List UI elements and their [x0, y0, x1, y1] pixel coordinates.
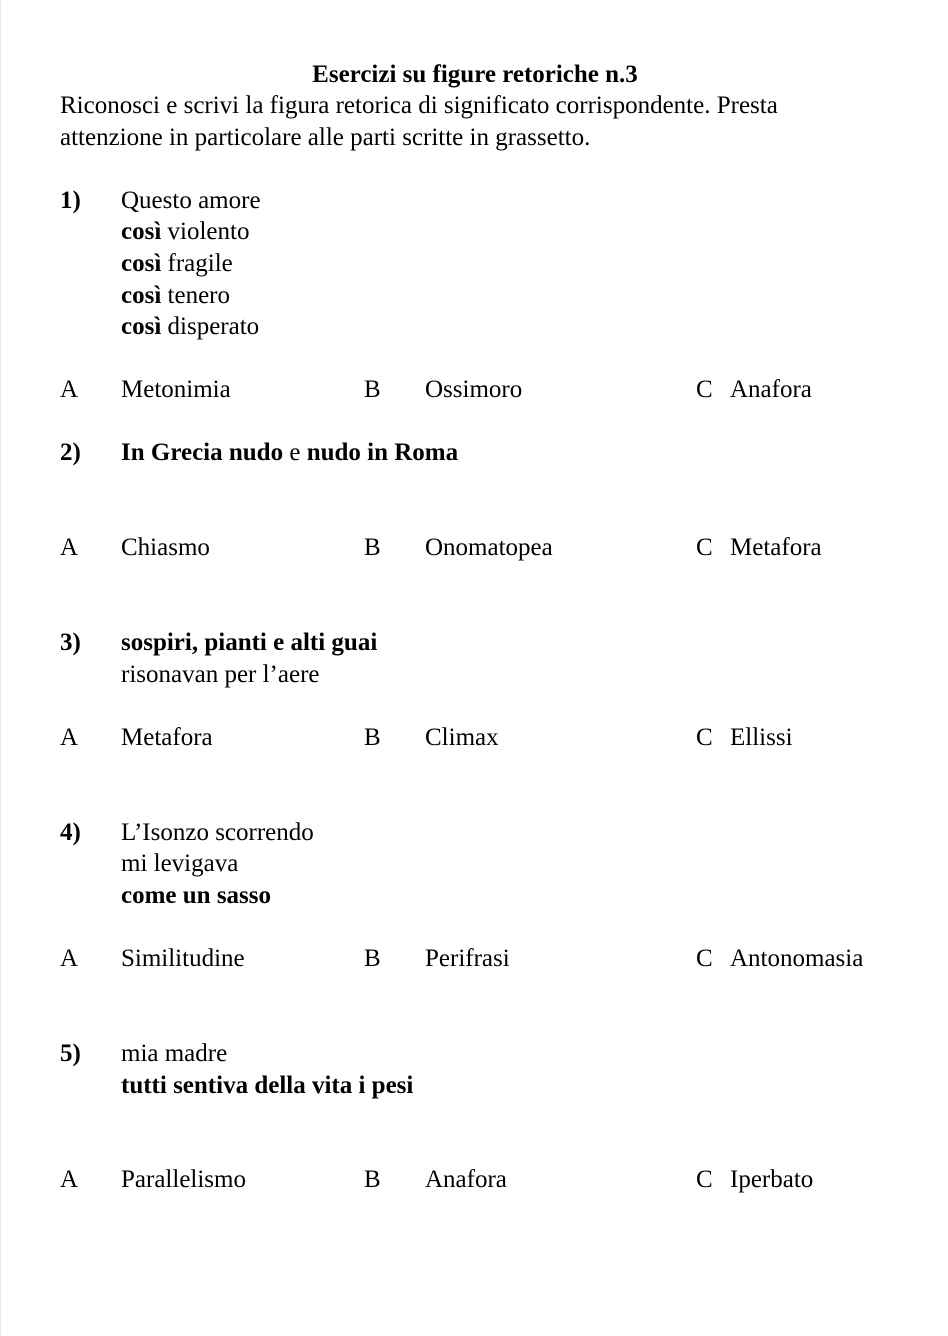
option-letter: C: [696, 376, 713, 403]
exercise-verse-line: [121, 311, 259, 342]
option-label: Perifrasi: [425, 945, 510, 972]
option-label: Metonimia: [121, 376, 231, 403]
option-label: Similitudine: [121, 945, 245, 972]
option-letter: B: [364, 945, 381, 972]
plain-text: mi levigava: [121, 850, 239, 877]
option-label: Chiasmo: [121, 534, 210, 561]
plain-text: tenero: [161, 282, 230, 309]
plain-text: Questo amore: [121, 187, 261, 214]
exercise-verse-line: [121, 659, 320, 690]
option-letter: A: [60, 945, 79, 972]
page-title: Esercizi su figure retoriche n.3: [312, 61, 638, 88]
option-letter: B: [364, 376, 381, 403]
exercise-verse-line: [121, 1070, 413, 1101]
option-letter: C: [696, 945, 713, 972]
plain-text: mia madre: [121, 1040, 228, 1067]
option-label: Metafora: [730, 534, 822, 561]
option-label: Ellissi: [730, 724, 793, 751]
plain-text: e: [283, 439, 307, 466]
bold-text: sospiri, pianti e alti guai: [121, 629, 378, 656]
option-label: Onomatopea: [425, 534, 553, 561]
option-label: Iperbato: [730, 1166, 814, 1193]
option-letter: C: [696, 1166, 713, 1193]
exercise-verse-line: [121, 216, 249, 247]
option-letter: C: [696, 534, 713, 561]
option-label: Ossimoro: [425, 376, 523, 403]
bold-text: così: [121, 250, 162, 277]
bold-text: così: [121, 313, 162, 340]
option-label: Climax: [425, 724, 499, 751]
option-label: Parallelismo: [121, 1166, 246, 1193]
exercise-verse-line: [121, 817, 314, 848]
exercise-verse-line: [121, 248, 233, 279]
exercise-verse-line: [121, 880, 271, 911]
option-letter: B: [364, 724, 381, 751]
exercise-verse-line: [121, 437, 458, 468]
instructions-line-2: attenzione in particolare alle parti scritte in grassetto.: [60, 124, 591, 151]
exercise-verse-line: [121, 848, 238, 879]
bold-text: come un sasso: [121, 882, 272, 909]
bold-text: così: [121, 282, 162, 309]
bold-text: nudo in Roma: [306, 439, 459, 466]
option-letter: A: [60, 1166, 79, 1193]
option-letter: A: [60, 376, 79, 403]
plain-text: risonavan per l’aere: [121, 661, 320, 688]
option-label: Anafora: [425, 1166, 507, 1193]
exercise-verse-line: [121, 1038, 227, 1069]
exercise-number: 2): [60, 439, 81, 466]
option-label: Anafora: [730, 376, 812, 403]
exercise-verse-line: [121, 627, 377, 658]
exercise-number: 4): [60, 819, 81, 846]
plain-text: L’Isonzo scorrendo: [121, 819, 314, 846]
option-letter: C: [696, 724, 713, 751]
exercise-number: 1): [60, 187, 81, 214]
exercise-verse-line: [121, 185, 261, 216]
option-letter: A: [60, 724, 79, 751]
option-letter: B: [364, 1166, 381, 1193]
plain-text: disperato: [161, 313, 260, 340]
exercise-verse-line: [121, 280, 230, 311]
plain-text: fragile: [161, 250, 233, 277]
instructions-line-1: Riconosci e scrivi la figura retorica di significato corrispondente. Presta: [60, 92, 778, 119]
bold-text: così: [121, 218, 162, 245]
bold-text: In Grecia nudo: [121, 439, 284, 466]
bold-text: tutti sentiva della vita i pesi: [121, 1072, 414, 1099]
exercise-number: 5): [60, 1040, 81, 1067]
option-letter: A: [60, 534, 79, 561]
option-letter: B: [364, 534, 381, 561]
plain-text: violento: [161, 218, 250, 245]
exercise-number: 3): [60, 629, 81, 656]
option-label: Antonomasia: [730, 945, 864, 972]
option-label: Metafora: [121, 724, 213, 751]
